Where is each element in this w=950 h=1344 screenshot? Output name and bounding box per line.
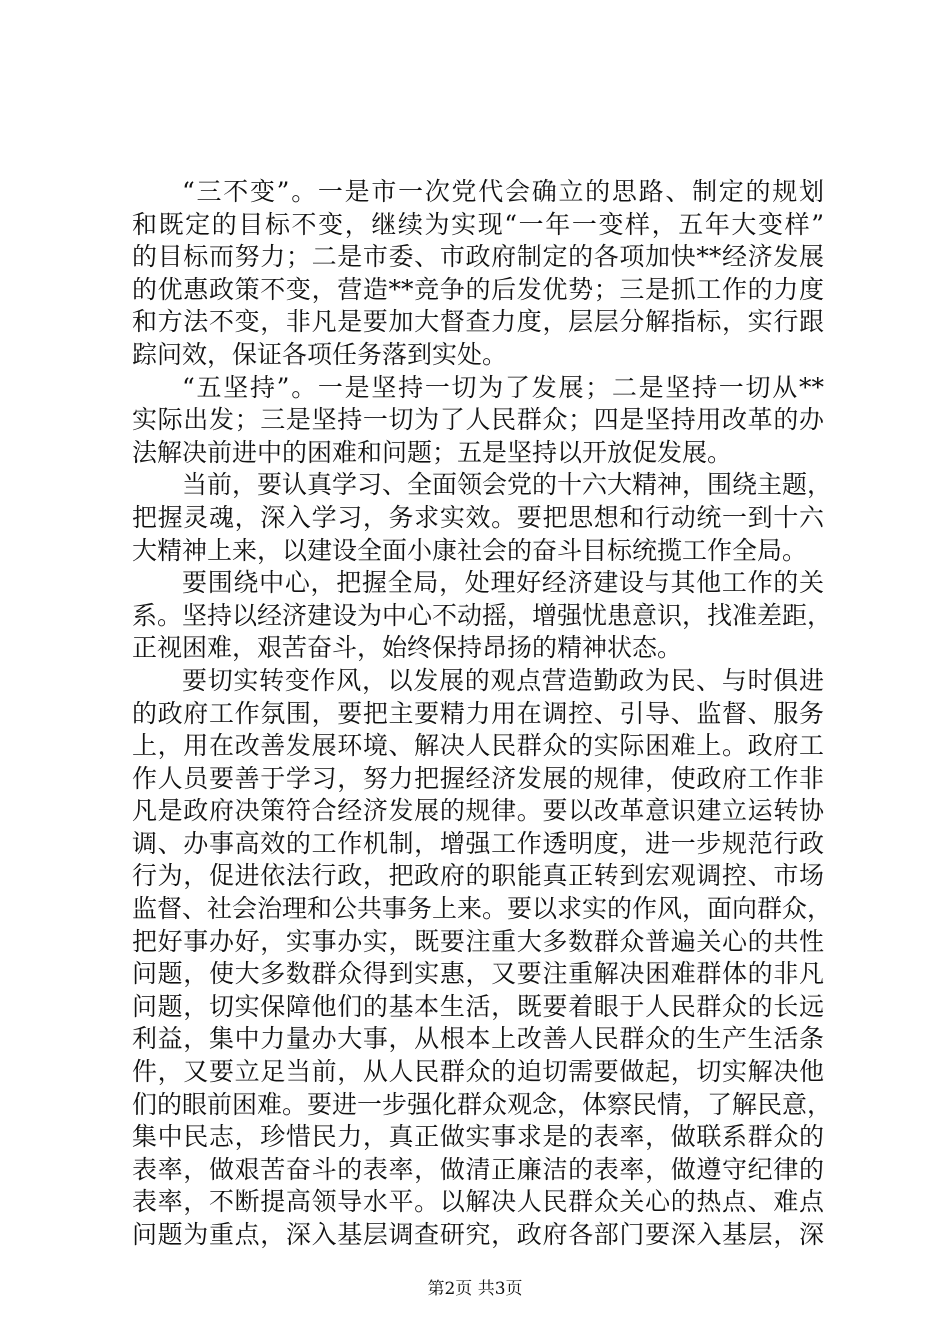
text-line: 作人员要善于学习，努力把握经济发展的规律，使政府工作非 bbox=[132, 763, 824, 793]
text-line: 利益，集中力量办大事，从根本上改善人民群众的生产生活条 bbox=[132, 1024, 824, 1054]
text-line: 问题，切实保障他们的基本生活，既要着眼于人民群众的长远 bbox=[132, 991, 824, 1021]
text-line: “五坚持”。一是坚持一切为了发展；二是坚持一切从** bbox=[182, 372, 824, 402]
text-line: 们的眼前困难。要进一步强化群众观念，体察民情，了解民意， bbox=[132, 1089, 833, 1119]
text-line: 和既定的目标不变，继续为实现“一年一变样，五年大变样” bbox=[132, 209, 824, 239]
text-line: 要围绕中心，把握全局，处理好经济建设与其他工作的关 bbox=[182, 568, 824, 598]
text-line: 调、办事高效的工作机制，增强工作透明度，进一步规范行政 bbox=[132, 828, 824, 858]
page-footer: 第2页 共3页 bbox=[427, 1279, 523, 1299]
text-line: 问题，使大多数群众得到实惠，又要注重解决困难群体的非凡 bbox=[132, 959, 824, 989]
text-line: 的目标而努力；二是市委、市政府制定的各项加快**经济发展 bbox=[132, 242, 824, 272]
text-line: 的优惠政策不变，营造**竞争的后发优势；三是抓工作的力度 bbox=[132, 274, 824, 304]
paragraph bbox=[132, 372, 824, 470]
text-line: 行为，促进依法行政，把政府的职能真正转到宏观调控、市场 bbox=[132, 861, 824, 891]
text-line: 大精神上来，以建设全面小康社会的奋斗目标统揽工作全局。 bbox=[132, 535, 808, 565]
text-line: 要切实转变作风，以发展的观点营造勤政为民、与时俱进 bbox=[182, 665, 824, 695]
text-line: 和方法不变，非凡是要加大督查力度，层层分解指标，实行跟 bbox=[132, 307, 824, 337]
text-line: 凡是政府决策符合经济发展的规律。要以改革意识建立运转协 bbox=[132, 796, 824, 826]
text-line: 表率，不断提高领导水平。以解决人民群众关心的热点、难点 bbox=[132, 1187, 824, 1217]
text-line: 监督、社会治理和公共事务上来。要以求实的作风，面向群众， bbox=[132, 894, 833, 924]
text-line: 的政府工作氛围，要把主要精力用在调控、引导、监督、服务 bbox=[132, 698, 824, 728]
text-line: 当前，要认真学习、全面领会党的十六大精神，围绕主题， bbox=[182, 470, 833, 500]
text-line: 上，用在改善发展环境、解决人民群众的实际困难上。政府工 bbox=[132, 731, 824, 761]
text-line: 正视困难，艰苦奋斗，始终保持昂扬的精神状态。 bbox=[132, 633, 683, 663]
paragraph bbox=[132, 469, 833, 567]
text-line: “三不变”。一是市一次党代会确立的思路、制定的规划 bbox=[182, 177, 824, 206]
text-line: 踪问效，保证各项任务落到实处。 bbox=[132, 339, 508, 369]
text-line: 把握灵魂，深入学习，务求实效。要把思想和行动统一到十六 bbox=[132, 502, 824, 532]
text-line: 法解决前进中的困难和问题；五是坚持以开放促发展。 bbox=[132, 437, 733, 467]
text-line: 把好事办好，实事办实，既要注重大多数群众普遍关心的共性 bbox=[132, 926, 824, 956]
paragraph bbox=[132, 567, 833, 665]
text-line: 实际出发；三是坚持一切为了人民群众；四是坚持用改革的办 bbox=[132, 405, 824, 435]
text-line: 集中民志，珍惜民力，真正做实事求是的表率，做联系群众的 bbox=[132, 1122, 824, 1152]
text-line: 表率，做艰苦奋斗的表率，做清正廉洁的表率，做遵守纪律的 bbox=[132, 1154, 824, 1184]
paragraph bbox=[132, 665, 833, 1252]
document-body bbox=[132, 176, 833, 1252]
text-line: 问题为重点，深入基层调查研究，政府各部门要深入基层，深 bbox=[132, 1220, 824, 1249]
text-line: 件，又要立足当前，从人民群众的迫切需要做起，切实解决他 bbox=[132, 1057, 824, 1087]
text-line: 系。坚持以经济建设为中心不动摇，增强忧患意识，找准差距， bbox=[132, 600, 833, 630]
paragraph bbox=[132, 176, 824, 372]
